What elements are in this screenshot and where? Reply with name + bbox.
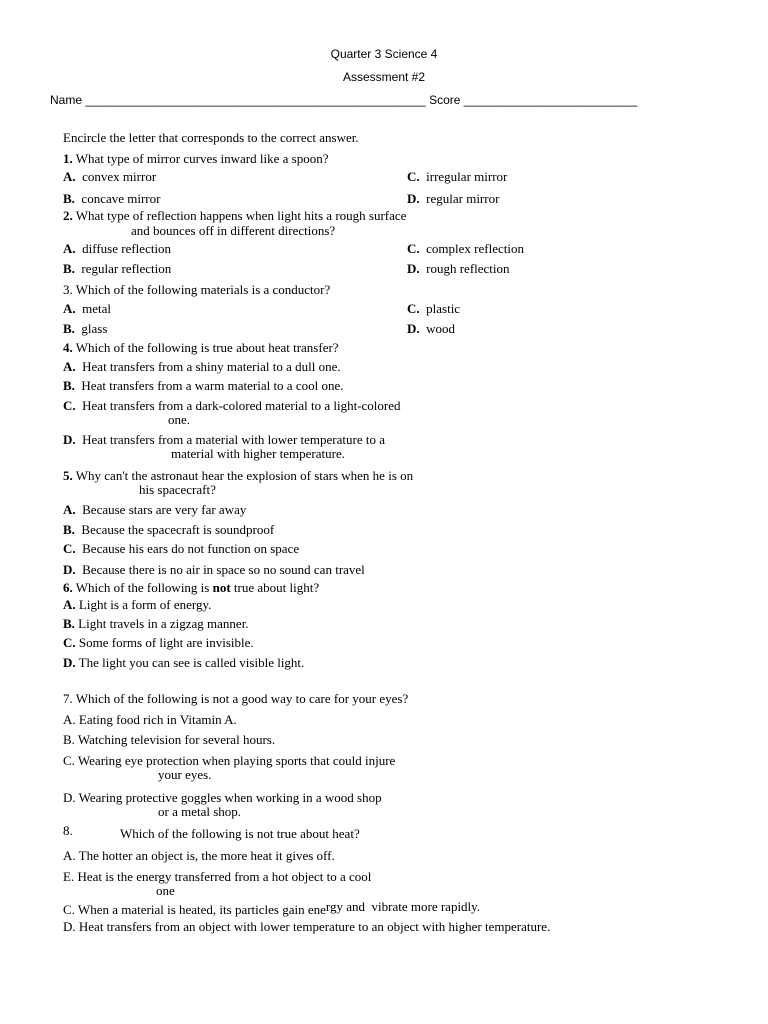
- question-text: Why can't the astronaut hear the explosion of stars when he is on: [75, 468, 414, 483]
- choice-text: diffuse reflection: [82, 241, 172, 256]
- choice-text: regular mirror: [426, 191, 500, 206]
- question-3: [63, 282, 330, 297]
- question-4: [63, 340, 339, 355]
- choice-text: wood: [426, 321, 456, 336]
- choice-text: Because stars are very far away: [82, 502, 247, 517]
- choice-text: irregular mirror: [426, 169, 508, 184]
- choice-text: The light you can see is called visible light.: [78, 655, 305, 670]
- choice-2d: [407, 261, 510, 276]
- choice-6a: [63, 597, 211, 612]
- choice-5b: [63, 522, 274, 537]
- choice-text: Because there is no air in space so no sound can travel: [82, 562, 365, 577]
- choice-letter: C.: [407, 241, 420, 256]
- choice-text-raised: rgy and: [325, 899, 366, 914]
- question-8: Which of the following is not true about heat?: [120, 826, 360, 841]
- choice-letter: A.: [63, 502, 76, 517]
- choice-letter: A.: [63, 241, 76, 256]
- choice-text: rough reflection: [426, 261, 510, 276]
- choice-8e: E. Heat is the energy transferred from a hot object to a cool: [63, 869, 372, 884]
- choice-text: Heat transfers from a material with lower temperature to a: [82, 432, 385, 447]
- choice-4d-continued: material with higher temperature.: [171, 446, 345, 461]
- choice-4d: [63, 432, 385, 447]
- choice-7d: D. Wearing protective goggles when working in a wood shop: [63, 790, 382, 805]
- question-text: Which of the following is: [75, 580, 210, 595]
- choice-letter: B.: [63, 261, 75, 276]
- choice-letter: B.: [63, 616, 75, 631]
- question-text: What type of mirror curves inward like a spoon?: [75, 151, 329, 166]
- choice-text: Light is a form of energy.: [78, 597, 212, 612]
- choice-7a: A. Eating food rich in Vitamin A.: [63, 712, 237, 727]
- choice-letter: B.: [63, 321, 75, 336]
- choice-letter: D.: [63, 562, 76, 577]
- question-text: What type of reflection happens when light hits a rough surface: [75, 208, 407, 223]
- worksheet-title: Quarter 3 Science 4: [330, 47, 438, 61]
- worksheet-subtitle: Assessment #2: [342, 70, 426, 84]
- choice-8e-continued: one: [156, 883, 175, 898]
- choice-text: C. When a material is heated, its particles gain ene: [63, 902, 326, 917]
- choice-letter: B.: [63, 522, 75, 537]
- choice-letter: B.: [63, 191, 75, 206]
- choice-letter: A.: [63, 597, 76, 612]
- choice-letter: C.: [63, 398, 76, 413]
- name-line: [50, 93, 637, 108]
- choice-text: Heat transfers from a dark-colored material to a light-colored: [82, 398, 401, 413]
- question-number: 6.: [63, 580, 73, 595]
- question-number: 2.: [63, 208, 73, 223]
- choice-letter: D.: [407, 261, 420, 276]
- choice-text: plastic: [426, 301, 461, 316]
- choice-text: convex mirror: [82, 169, 157, 184]
- question-number: 4.: [63, 340, 73, 355]
- choice-5c: [63, 541, 299, 556]
- choice-text: concave mirror: [81, 191, 161, 206]
- instructions: Encircle the letter that corresponds to the correct answer.: [63, 130, 359, 145]
- choice-4c: [63, 398, 401, 413]
- choice-8a: A. The hotter an object is, the more heat it gives off.: [63, 848, 335, 863]
- choice-4a: [63, 359, 341, 374]
- question-6: [63, 580, 319, 595]
- choice-letter: D.: [63, 655, 76, 670]
- choice-letter: C.: [407, 301, 420, 316]
- question-text: Which of the following materials is a conductor?: [75, 282, 331, 297]
- choice-text: metal: [82, 301, 112, 316]
- question-number: 1.: [63, 151, 73, 166]
- choice-text: Because his ears do not function on space: [82, 541, 300, 556]
- question-emphasis: not: [212, 580, 231, 595]
- choice-letter: C.: [63, 635, 76, 650]
- choice-6d: [63, 655, 304, 670]
- choice-7d-continued: or a metal shop.: [158, 804, 242, 819]
- question-2-continued: and bounces off in different directions?: [131, 223, 336, 238]
- question-number: 5.: [63, 468, 73, 483]
- question-number: 3.: [63, 282, 73, 297]
- choice-text: complex reflection: [426, 241, 524, 256]
- choice-letter: D.: [63, 432, 76, 447]
- choice-4b: [63, 378, 343, 393]
- choice-5d: [63, 562, 365, 577]
- question-text-end: true about light?: [233, 580, 320, 595]
- choice-text: Heat transfers from a shiny material to a dull one.: [82, 359, 341, 374]
- choice-letter: D.: [407, 321, 420, 336]
- choice-4c-continued: one.: [168, 412, 191, 427]
- choice-letter: C.: [407, 169, 420, 184]
- choice-8d: D. Heat transfers from an object with lower temperature to an object with higher temperature.: [63, 919, 551, 934]
- choice-text: Heat transfers from a warm material to a cool one.: [81, 378, 344, 393]
- choice-7b: B. Watching television for several hours.: [63, 732, 276, 747]
- choice-1c: [407, 169, 507, 184]
- choice-letter: C.: [63, 541, 76, 556]
- choice-text-raised-end: vibrate more rapidly.: [371, 899, 481, 914]
- choice-5a: [63, 502, 246, 517]
- choice-letter: B.: [63, 378, 75, 393]
- choice-6b: [63, 616, 249, 631]
- choice-7c-continued: your eyes.: [158, 767, 212, 782]
- choice-letter: A.: [63, 359, 76, 374]
- choice-3b: [63, 321, 107, 336]
- choice-text: Light travels in a zigzag manner.: [78, 616, 249, 631]
- choice-8c: [63, 899, 481, 917]
- choice-1a: [63, 169, 156, 184]
- question-5: [63, 468, 413, 483]
- choice-2b: [63, 261, 171, 276]
- question-7: 7. Which of the following is not a good way to care for your eyes?: [63, 691, 409, 706]
- choice-text: Because the spacecraft is soundproof: [81, 522, 275, 537]
- choice-text: Some forms of light are invisible.: [78, 635, 254, 650]
- score-blank: __________________________: [463, 93, 638, 107]
- choice-1b: [63, 191, 160, 206]
- choice-6c: [63, 635, 254, 650]
- choice-letter: D.: [407, 191, 420, 206]
- choice-letter: A.: [63, 169, 76, 184]
- name-blank: ___________________________________________________: [85, 93, 426, 107]
- question-1: [63, 151, 328, 166]
- choice-2a: [63, 241, 171, 256]
- choice-letter: A.: [63, 301, 76, 316]
- name-label: Name: [50, 93, 83, 107]
- choice-2c: [407, 241, 524, 256]
- question-text: Which of the following is true about heat transfer?: [75, 340, 339, 355]
- choice-3c: [407, 301, 460, 316]
- choice-3d: [407, 321, 455, 336]
- score-label: Score: [429, 93, 461, 107]
- choice-text: glass: [81, 321, 108, 336]
- question-8-number: 8.: [63, 823, 73, 838]
- question-2: [63, 208, 406, 223]
- choice-3a: [63, 301, 111, 316]
- choice-1d: [407, 191, 499, 206]
- choice-7c: C. Wearing eye protection when playing sports that could injure: [63, 753, 396, 768]
- question-5-continued: his spacecraft?: [139, 482, 216, 497]
- choice-text: regular reflection: [81, 261, 172, 276]
